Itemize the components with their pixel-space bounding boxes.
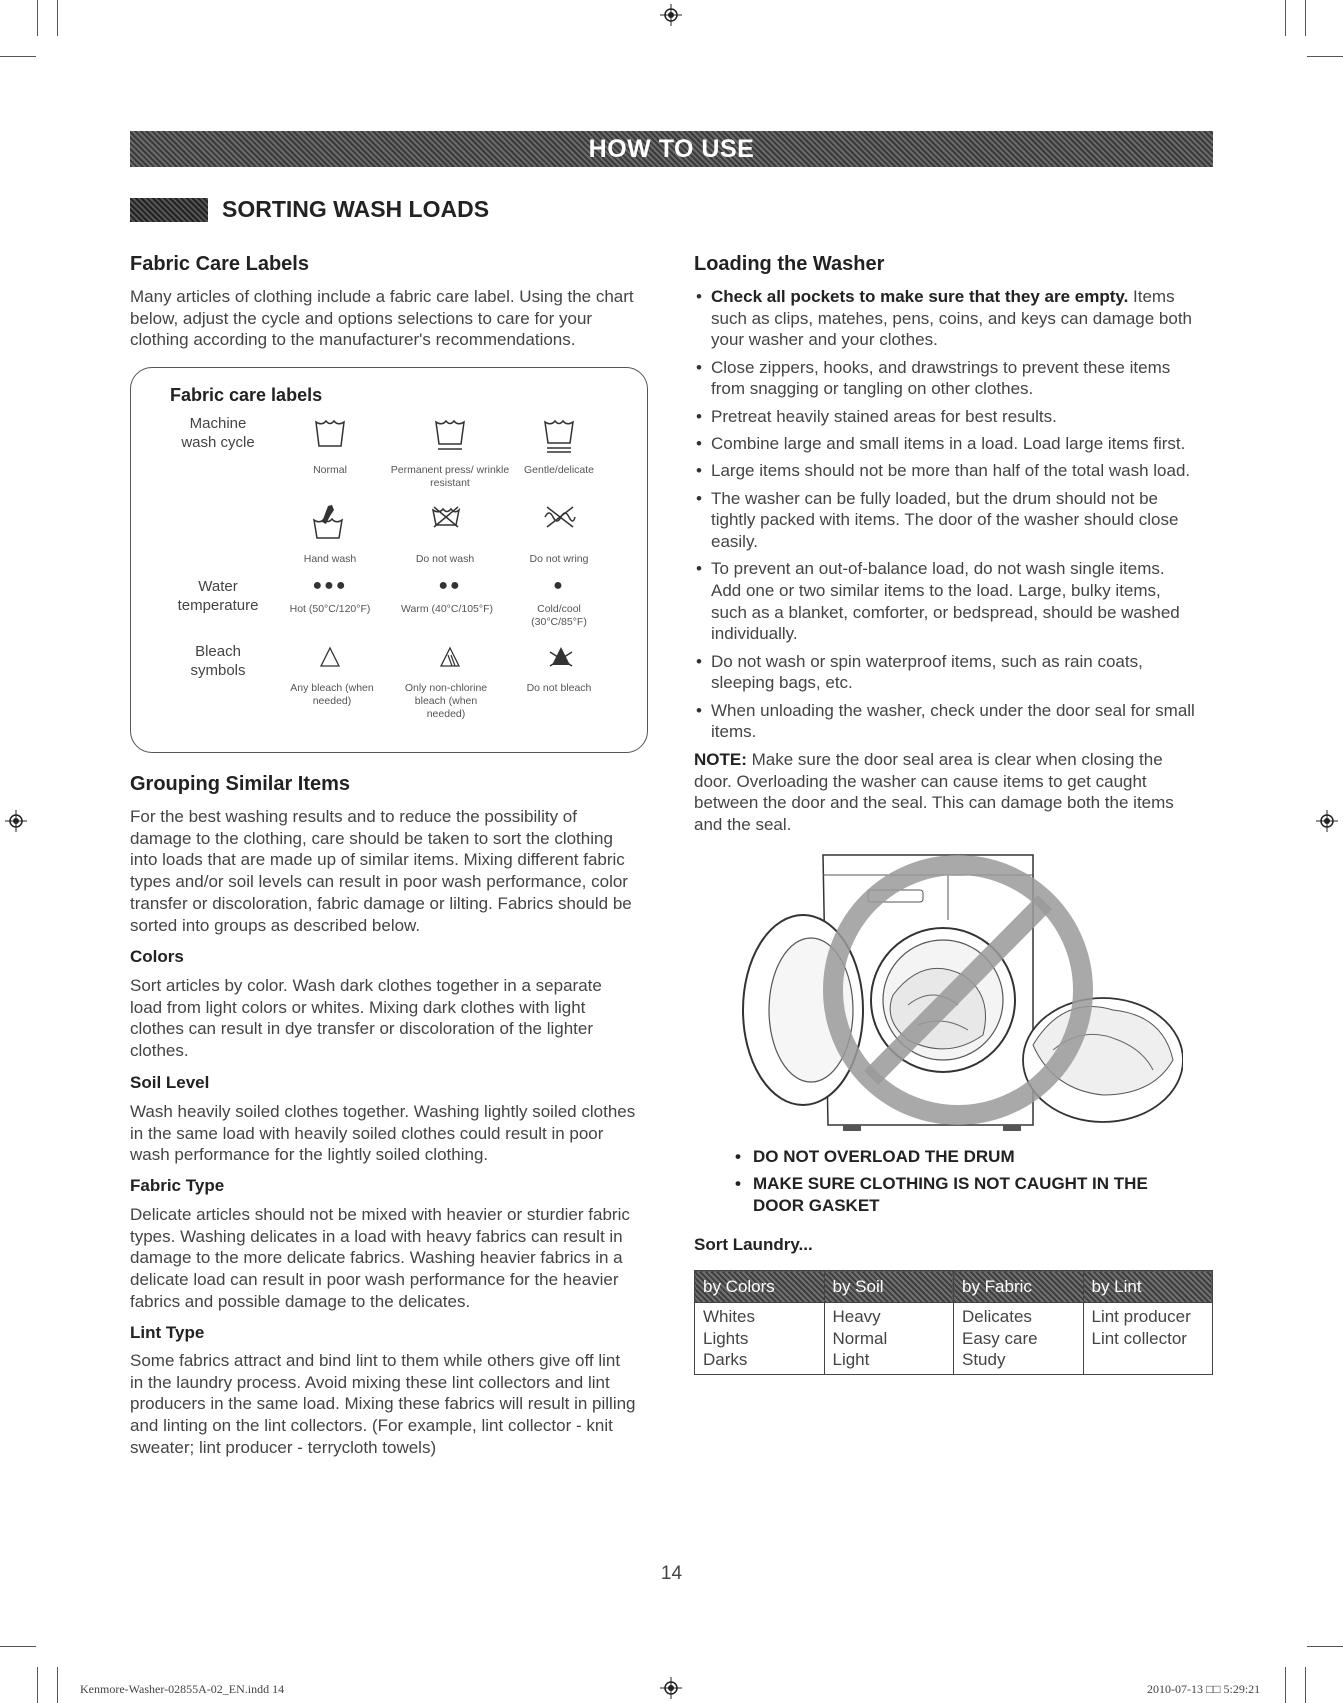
colors-heading: Colors: [130, 947, 184, 966]
footer-file-name: Kenmore-Washer-02855A-02_EN.indd 14: [80, 1682, 285, 1696]
hot-caption: Hot (50°C/120°F): [289, 603, 371, 615]
lint-type-text: Some fabrics attract and bind lint to them while others give off lint in the laundry process. Avoid mixing these lint collectors and lint producers in the same load. Mixing these fabrics will result in pilling and linting on the lint collectors. (For example, lint collector - knit sweater; lint producer - terrycloth towels): [130, 1351, 636, 1457]
crop-mark: [0, 1646, 36, 1647]
loading-heading: Loading the Washer: [694, 253, 885, 275]
grouping-text: For the best washing results and to reduce the possibility of damage to the clothing, care should be taken to sort the clothing into loads that are made up of similar items. Mixing different fabric types and/or soil levels can result in poor wash performance, color transfer or discoloration, fabric damage or lilting. Fabrics should be sorted into groups as described below.: [130, 807, 632, 935]
warning-item: • DO NOT OVERLOAD THE DRUM: [735, 1147, 1015, 1166]
column-header: by Lint: [1083, 1271, 1213, 1303]
crop-mark: [0, 56, 36, 57]
do-not-bleach-icon: [548, 644, 574, 668]
permanent-press-icon: [434, 418, 466, 452]
table-header-row: [695, 1271, 1213, 1303]
crop-mark: [1305, 1667, 1306, 1703]
any-bleach-icon: [319, 646, 341, 668]
crop-mark: [1285, 0, 1286, 36]
column-header: by Colors: [695, 1271, 825, 1303]
cold-dots: ●: [553, 577, 565, 594]
hand-wash-icon: [310, 502, 346, 540]
fabric-care-chart-title: Fabric care labels: [170, 385, 323, 405]
sort-laundry-heading: Sort Laundry...: [694, 1235, 813, 1254]
registration-mark-icon: [660, 4, 682, 26]
normal-wash-icon: [314, 418, 346, 448]
list-item: • Close zippers, hooks, and drawstrings to prevent these items from snagging or tangling on other clothes.: [694, 357, 1214, 400]
list-item: • Pretreat heavily stained areas for best results.: [694, 406, 1214, 428]
washer-overload-illustration: [733, 845, 1183, 1135]
page-number: 14: [660, 1563, 683, 1584]
crop-mark: [1307, 56, 1343, 57]
crop-mark: [37, 1667, 38, 1703]
list-item: • The washer can be fully loaded, but the drum should not be tightly packed with items. The door of the washer should close easily.: [694, 488, 1214, 553]
fabric-type-heading: Fabric Type: [130, 1176, 225, 1195]
hot-dots: ●●●: [312, 577, 348, 594]
soil-level-text: Wash heavily soiled clothes together. Washing lightly soiled clothes in the same load with heavily soiled clothes could result in poor wash performance for the lightly soiled clothing.: [130, 1102, 636, 1165]
list-item: • Large items should not be more than half of the total wash load.: [694, 460, 1214, 482]
warm-caption: Warm (40°C/105°F): [400, 603, 494, 615]
non-chlorine-bleach-icon: [439, 646, 461, 668]
table-row: [695, 1303, 1213, 1375]
list-item: • Check all pockets to make sure that they are empty. Items such as clips, matehes, pens, coins, and keys can damage both your washer and your clothes.: [694, 286, 1214, 351]
gentle-delicate-icon: [543, 418, 575, 456]
column-header: by Fabric: [954, 1271, 1084, 1303]
registration-mark-icon: [1316, 810, 1338, 832]
do-not-wash-caption: Do not wash: [415, 553, 475, 565]
water-temperature-label: Water temperature: [177, 578, 259, 614]
section-marker: [130, 198, 208, 222]
do-not-wash-icon: [430, 505, 462, 529]
colors-text: Sort articles by color. Wash dark clothes together in a separate load from light colors or whites. Mixing dark clothes with light clothes can result in dye transfer or discoloration of the lighter clothes.: [130, 976, 602, 1061]
footer-timestamp: 2010-07-13 □□ 5:29:21: [1147, 1682, 1261, 1696]
fabric-care-intro: Many articles of clothing include a fabric care label. Using the chart below, adjust the cycle and options selections to care for your clothing according to the manufacturer's recommendations.: [130, 287, 634, 350]
list-item: • Combine large and small items in a load. Load large items first.: [694, 433, 1214, 455]
table-cell: Whites Lights Darks: [695, 1303, 825, 1375]
section-heading: [130, 196, 489, 223]
sort-laundry-table: [694, 1270, 1213, 1375]
fabric-care-heading: Fabric Care Labels: [130, 253, 309, 275]
crop-mark: [1285, 1667, 1286, 1703]
warm-dots: ●●: [438, 577, 462, 594]
crop-mark: [57, 0, 58, 36]
fabric-type-text: Delicate articles should not be mixed with heavier or sturdier fabric types. Washing delicates in a load with heavy fabrics can result in damage to the more delicate fabrics. Washing heavier fabrics in a delicate load can result in poor wash performance for the heavier fabrics and possible damage to the delicates.: [130, 1205, 630, 1311]
crop-mark: [1305, 0, 1306, 36]
section-title: SORTING WASH LOADS: [222, 196, 490, 222]
page-banner: HOW TO USE: [130, 131, 1213, 167]
table-cell: Lint producer Lint collector: [1083, 1303, 1213, 1375]
registration-mark-icon: [660, 1677, 682, 1699]
registration-mark-icon: [5, 810, 27, 832]
normal-caption: Normal: [313, 464, 347, 476]
column-header: by Soil: [824, 1271, 954, 1303]
table-cell: Delicates Easy care Study: [954, 1303, 1084, 1375]
gentle-delicate-caption: Gentle/delicate: [523, 464, 595, 476]
list-item: • When unloading the washer, check under the door seal for small items.: [694, 700, 1214, 743]
machine-wash-label: Machine wash cycle: [181, 415, 255, 451]
non-chlorine-caption: Only non-chlorine bleach (when needed): [404, 682, 488, 720]
cold-caption: Cold/cool (30°C/85°F): [531, 603, 587, 628]
table-cell: Heavy Normal Light: [824, 1303, 954, 1375]
note-text: NOTE: Make sure the door seal area is clear when closing the door. Overloading the washer can cause items to get caught between the door and the seal. This can damage both the items and the seal.: [694, 750, 1174, 835]
warning-item: • MAKE SURE CLOTHING IS NOT CAUGHT IN THE DOOR GASKET: [735, 1174, 1148, 1215]
any-bleach-caption: Any bleach (when needed): [290, 682, 374, 707]
list-item: • To prevent an out-of-balance load, do not wash single items. Add one or two similar items to the load. Large, bulky items, such as a blanket, comforter, or bedspread, should be washed individually.: [694, 558, 1214, 645]
do-not-wring-icon: [541, 505, 579, 529]
loading-list: [694, 286, 1214, 749]
crop-mark: [57, 1667, 58, 1703]
do-not-bleach-caption: Do not bleach: [526, 682, 592, 694]
crop-mark: [1307, 1646, 1343, 1647]
permanent-press-caption: Permanent press/ wrinkle resistant: [390, 464, 510, 489]
lint-type-heading: Lint Type: [130, 1323, 205, 1342]
warning-list: [733, 1146, 1213, 1217]
soil-level-heading: Soil Level: [130, 1073, 210, 1092]
grouping-heading: Grouping Similar Items: [130, 773, 351, 795]
bleach-symbols-label: Bleach symbols: [190, 643, 246, 679]
crop-mark: [37, 0, 38, 36]
list-item: • Do not wash or spin waterproof items, such as rain coats, sleeping bags, etc.: [694, 651, 1214, 694]
do-not-wring-caption: Do not wring: [529, 553, 589, 565]
hand-wash-caption: Hand wash: [303, 553, 357, 565]
